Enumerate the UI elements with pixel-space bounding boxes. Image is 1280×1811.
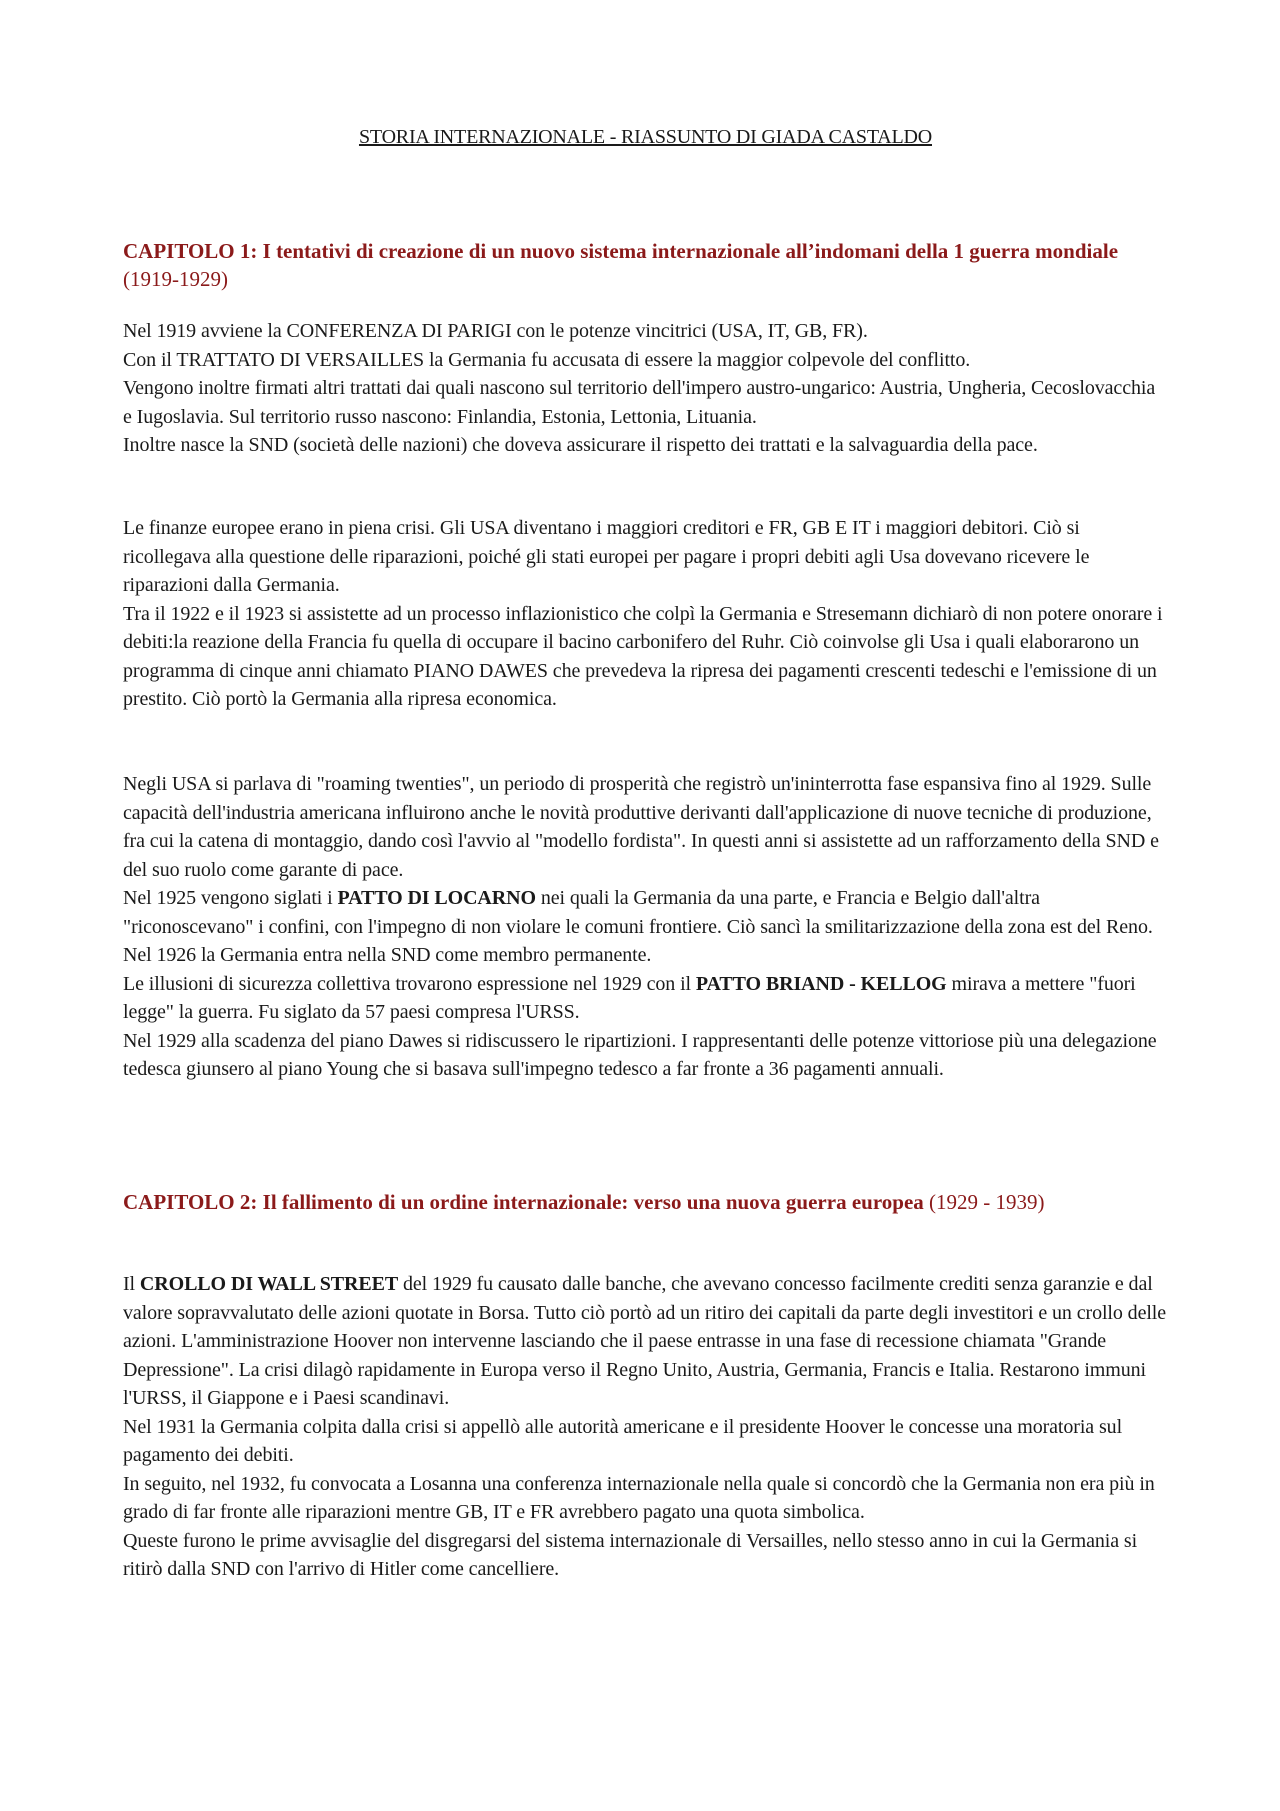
- chapter-1-body-b: [123, 514, 1168, 714]
- paragraph-text: Le illusioni di sicurezza collettiva trovarono espressione nel 1929 con il: [123, 972, 696, 995]
- paragraph: Nel 1929 alla scadenza del piano Dawes si ridiscussero le ripartizioni. I rappresentanti delle potenze vittoriose più una delegazione tedesca giunsero al piano Young che si basava sull'impegno tedesco a far fronte a 36 pagamenti annuali.: [123, 1029, 1157, 1080]
- paragraph: Negli USA si parlava di "roaming twenties", un periodo di prosperità che registrò un'ininterrotta fase espansiva fino al 1929. Sulle capacità dell'industria americana influirono anche le novità produttive derivanti dall'applicazione di nuove tecniche di produzione, fra cui la catena di montaggio, dando così l'avvio al "modello fordista". In questi anni si assistette ad un rafforzamento della SND e del suo ruolo come garante di pace.: [123, 773, 1159, 881]
- paragraph-text: del 1929 fu causato dalle banche, che avevano concesso facilmente crediti senza garanzie e dal valore sopravvalutato delle azioni quotate in Borsa. Tutto ciò portò ad un ritiro dei capitali da parte degli investitori e un crollo delle azioni. L'amministrazione Hoover non intervenne lasciando che il paese entrasse in una fase di recessione chiamata "Grande Depressione". La crisi dilagò rapidamente in Europa verso il Regno Unito, Austria, Germania, Francis e Italia. Restarono immuni l'URSS, il Giappone e i Paesi scandinavi.: [123, 1273, 1167, 1409]
- paragraph: In seguito, nel 1932, fu convocata a Losanna una conferenza internazionale nella quale si concordò che la Germania non era più in grado di far fronte alle riparazioni mentre GB, IT e FR avrebbero pagato una quota simbolica.: [123, 1472, 1155, 1523]
- paragraph: Vengono inoltre firmati altri trattati dai quali nascono sul territorio dell'impero austro-ungarico: Austria, Ungheria, Cecoslovacchia e Iugoslavia. Sul territorio russo nascono: Finlandia, Estonia, Lettonia, Lituania.: [123, 377, 1156, 428]
- paragraph: Tra il 1922 e il 1923 si assistette ad un processo inflazionistico che colpì la Germania e Stresemann dichiarò di non potere onorare i debiti:la reazione della Francia fu quella di occupare il bacino carbonifero del Ruhr. Ciò coinvolse gli Usa i quali elaborarono un programma di cinque anni chiamato PIANO DAWES che prevedeva la ripresa dei pagamenti crescenti tedeschi e l'emissione di un prestito. Ciò portò la Germania alla ripresa economica.: [123, 602, 1163, 710]
- chapter-1-body-a: [123, 317, 1168, 460]
- paragraph: Le finanze europee erano in piena crisi. Gli USA diventano i maggiori creditori e FR, GB E IT i maggiori debitori. Ciò si ricollegava alla questione delle riparazioni, poiché gli stati europei per pagare i propri debiti agli Usa dovevano ricevere le riparazioni dalla Germania.: [123, 517, 1090, 596]
- chapter-1-years: (1919-1929): [123, 267, 228, 291]
- paragraph: [123, 884, 1168, 970]
- chapter-2-years: (1929 - 1939): [929, 1190, 1045, 1214]
- paragraph-text: nei quali la Germania da una parte, e Francia e Belgio dall'altra "riconoscevano" i confini, con l'impegno di non violare le comuni frontiere. Ciò sancì la smilitarizzazione della zona est del Reno. Nel 1926 la Germania entra nella SND come membro permanente.: [123, 887, 1153, 966]
- paragraph-text: mirava a mettere "fuori legge" la guerra. Fu siglato da 57 paesi compresa l'URSS.: [123, 972, 1136, 1023]
- chapter-2-label: CAPITOLO 2:: [123, 1190, 258, 1214]
- chapter-1-title: I tentativi di creazione di un nuovo sistema internazionale all’indomani della 1 guerra mondiale: [257, 239, 1119, 263]
- document-title: STORIA INTERNAZIONALE - RIASSUNTO DI GIADA CASTALDO: [358, 126, 932, 148]
- paragraph: Inoltre nasce la SND (società delle nazioni) che doveva assicurare il rispetto dei trattati e la salvaguardia della pace.: [123, 434, 1038, 456]
- crollo-wall-street: CROLLO DI WALL STREET: [139, 1273, 399, 1295]
- chapter-2-body: [123, 1270, 1168, 1584]
- chapter-2-title: Il fallimento di un ordine internazionale: verso una nuova guerra europea: [257, 1190, 930, 1214]
- chapter-1-body-c: [123, 770, 1168, 1084]
- patto-locarno: PATTO DI LOCARNO: [337, 887, 536, 909]
- paragraph: Nel 1919 avviene la CONFERENZA DI PARIGI con le potenze vincitrici (USA, IT, GB, FR).: [123, 320, 868, 342]
- paragraph: Con il TRATTATO DI VERSAILLES la Germania fu accusata di essere la maggior colpevole del conflitto.: [123, 348, 971, 371]
- paragraph: Nel 1931 la Germania colpita dalla crisi si appellò alle autorità americane e il presidente Hoover le concesse una moratoria sul pagamento dei debiti.: [123, 1415, 1123, 1466]
- chapter-1-label: CAPITOLO 1:: [123, 239, 258, 263]
- chapter-1-heading: [123, 237, 1168, 293]
- chapter-2-heading: [123, 1188, 1168, 1216]
- paragraph-text: Il: [123, 1273, 140, 1295]
- paragraph: [123, 1270, 1168, 1413]
- paragraph-text: Nel 1925 vengono siglati i: [123, 887, 338, 909]
- paragraph: Queste furono le prime avvisaglie del disgregarsi del sistema internazionale di Versailles, nello stesso anno in cui la Germania si ritirò dalla SND con l'arrivo di Hitler come cancelliere.: [123, 1529, 1138, 1580]
- patto-briand-kellog: PATTO BRIAND - KELLOG: [695, 972, 947, 995]
- paragraph: [123, 970, 1168, 1027]
